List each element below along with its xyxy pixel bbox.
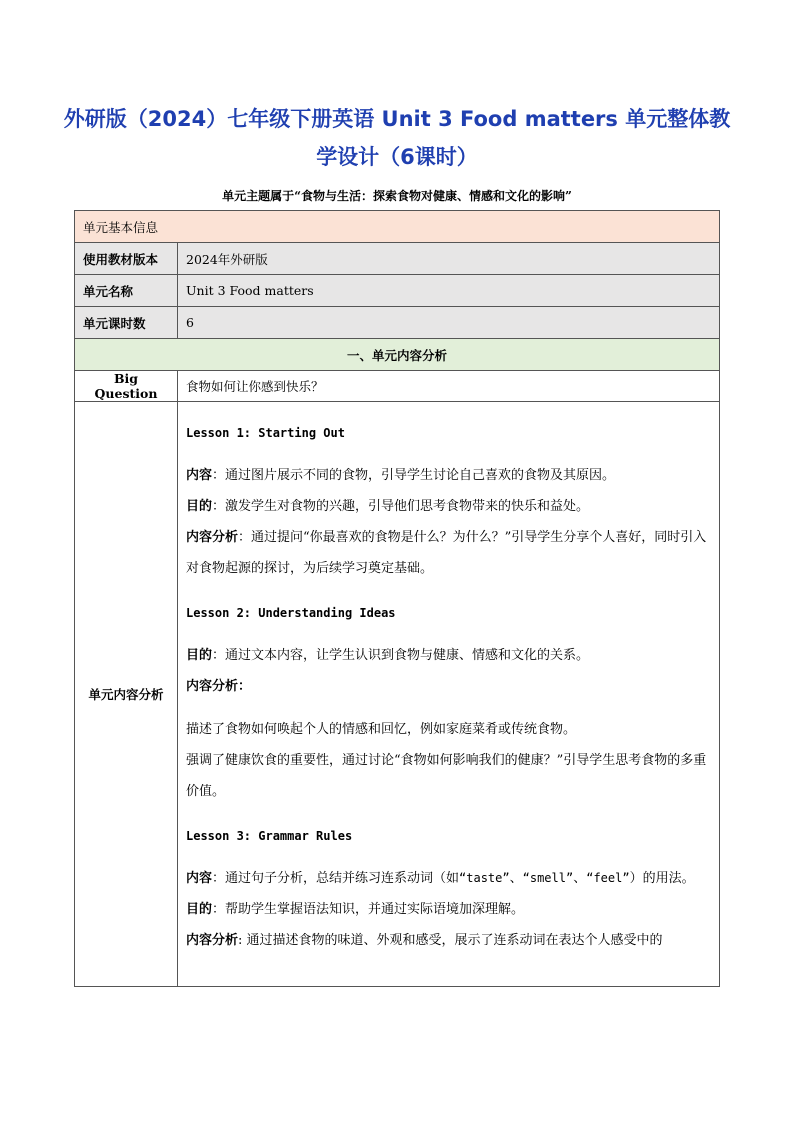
row-label: 单元名称 <box>75 275 178 307</box>
row-value: 6 <box>178 307 720 339</box>
lesson-2-goal <box>186 640 711 671</box>
analysis-row <box>75 402 720 987</box>
lesson-3-content: 内容：通过句子分析，总结并练习连系动词（如“taste”、“smell”、“feel”）的用法。 <box>186 871 695 886</box>
table-row <box>75 243 720 275</box>
analysis-text: : 通过描述食物的味道、外观和感受，展示了连系动词在表达个人感受中的 <box>238 933 663 948</box>
verb-feel: “feel” <box>586 871 630 885</box>
goal-label: 目的 <box>186 902 213 917</box>
content-label: 内容 <box>186 871 213 886</box>
verb-taste: “taste” <box>459 871 510 885</box>
goal-text: ：通过文本内容，让学生认识到食物与健康、情感和文化的关系。 <box>212 648 590 663</box>
basic-info-header: 单元基本信息 <box>75 211 720 243</box>
lesson-1-goal <box>186 491 711 522</box>
goal-label: 目的 <box>186 499 213 514</box>
content-text: ：通过图片展示不同的食物，引导学生讨论自己喜欢的食物及其原因。 <box>212 468 616 483</box>
content-label: 内容 <box>186 468 213 483</box>
lesson-2-line-1: 描述了食物如何唤起个人的情感和回忆，例如家庭菜肴或传统食物。 <box>186 722 577 737</box>
analysis-text: ：通过提问“你最喜欢的食物是什么？为什么？”引导学生分享个人喜好，同时引入对食物起源的探讨，为后续学习奠定基础。 <box>186 530 707 576</box>
section-title: 一、单元内容分析 <box>75 339 720 371</box>
analysis-sub-label: 内容分析 <box>186 530 239 545</box>
unit-design-table <box>74 210 720 987</box>
lesson-2-analysis-label: 内容分析： <box>186 679 252 694</box>
verb-smell: “smell” <box>522 871 574 885</box>
section-title-row <box>75 339 720 371</box>
row-value: 2024年外研版 <box>178 243 720 275</box>
analysis-sub-label: 内容分析 <box>186 933 239 948</box>
row-value: Unit 3 Food matters <box>178 275 720 307</box>
analysis-label: 单元内容分析 <box>75 402 178 987</box>
lesson-3-goal <box>186 894 711 925</box>
big-question-label: Big Question <box>75 371 178 402</box>
table-row <box>75 307 720 339</box>
lesson-2-line-2: 强调了健康饮食的重要性，通过讨论“食物如何影响我们的健康？”引导学生思考食物的多重价值。 <box>186 753 707 799</box>
goal-text: ：激发学生对食物的兴趣，引导他们思考食物带来的快乐和益处。 <box>212 499 590 514</box>
big-question-value: 食物如何让你感到快乐？ <box>178 371 720 402</box>
lesson-1-analysis <box>186 522 711 584</box>
row-label: 单元课时数 <box>75 307 178 339</box>
big-question-row <box>75 371 720 402</box>
lesson-2-title: Lesson 2: Understanding Ideas <box>186 606 396 620</box>
lesson-1-title: Lesson 1: Starting Out <box>186 426 345 440</box>
goal-text: ：帮助学生掌握语法知识，并通过实际语境加深理解。 <box>212 902 525 917</box>
document-title: 外研版（2024）七年级下册英语 Unit 3 Food matters 单元整体教学设计（6课时） <box>63 107 731 169</box>
lesson-1-content <box>186 460 711 491</box>
analysis-content <box>178 402 720 987</box>
lesson-3-title: Lesson 3: Grammar Rules <box>186 829 353 843</box>
document-subtitle: 单元主题属于“食物与生活：探索食物对健康、情感和文化的影响” <box>222 189 572 203</box>
table-row <box>75 275 720 307</box>
basic-info-header-row <box>75 211 720 243</box>
lesson-3-analysis <box>186 925 711 956</box>
goal-label: 目的 <box>186 648 213 663</box>
row-label: 使用教材版本 <box>75 243 178 275</box>
